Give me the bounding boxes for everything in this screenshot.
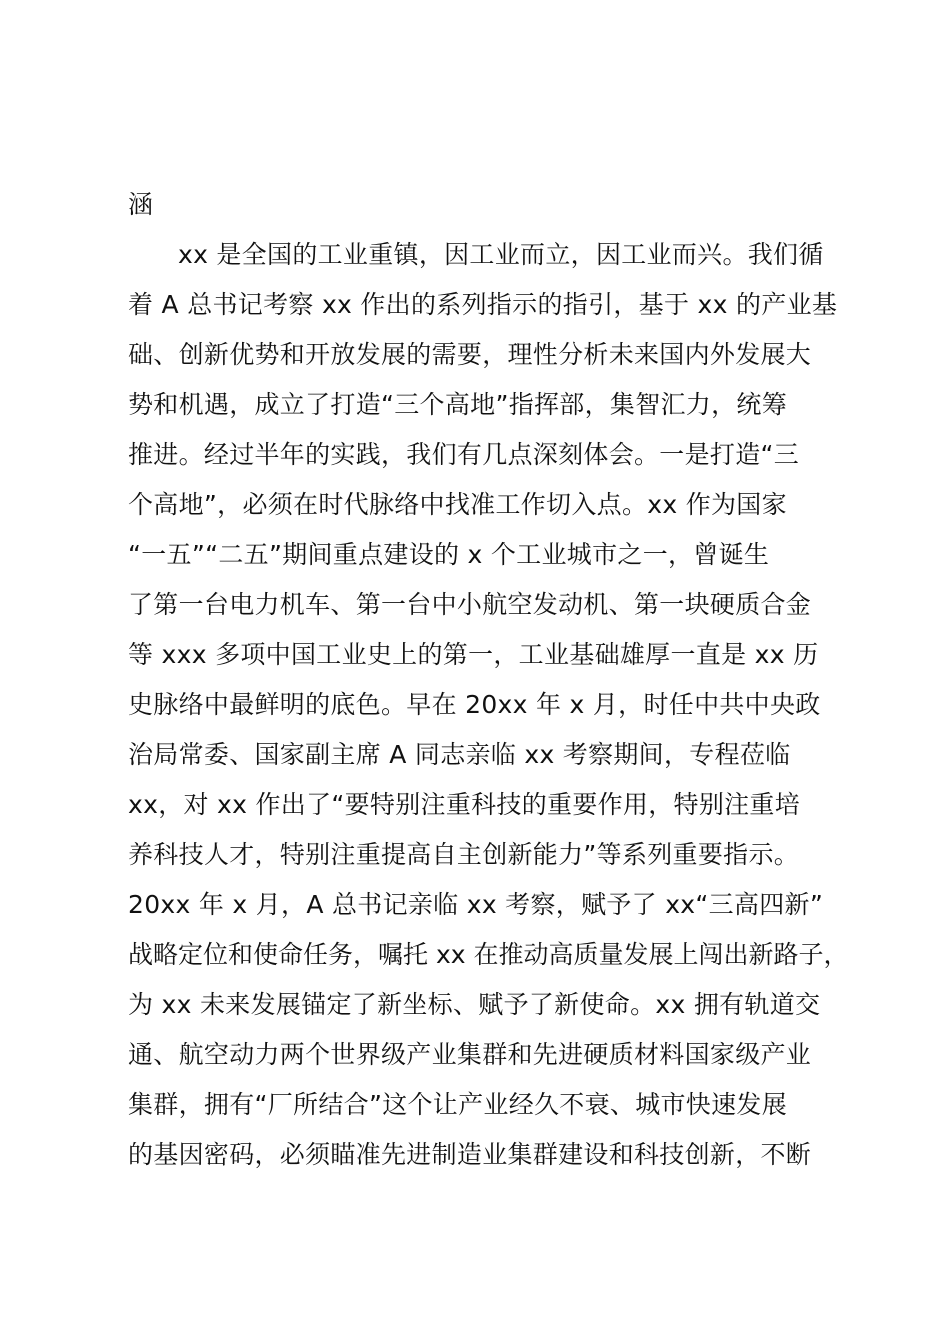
- text-line-7: 个高地”，必须在时代脉络中找准工作切入点。xx 作为国家: [128, 490, 787, 519]
- text-line-11: 史脉络中最鲜明的底色。早在 20xx 年 x 月，时任中共中央政: [128, 690, 821, 719]
- text-line-3: 着 A 总书记考察 xx 作出的系列指示的指引，基于 xx 的产业基: [128, 290, 838, 319]
- text-line-6: 推进。经过半年的实践，我们有几点深刻体会。一是打造“三: [128, 440, 800, 469]
- text-line-12: 治局常委、国家副主席 A 同志亲临 xx 考察期间，专程莅临: [128, 740, 791, 769]
- text-line-18: 通、航空动力两个世界级产业集群和先进硬质材料国家级产业: [128, 1040, 812, 1069]
- text-line-16: 战略定位和使命任务，嘱托 xx 在推动高质量发展上闯出新路子，: [128, 940, 849, 969]
- text-line-8: “一五”“二五”期间重点建设的 x 个工业城市之一，曾诞生: [128, 540, 770, 569]
- text-line-15: 20xx 年 x 月，A 总书记亲临 xx 考察，赋予了 xx“三高四新”: [128, 890, 824, 919]
- text-line-9: 了第一台电力机车、第一台中小航空发动机、第一块硬质合金: [128, 590, 812, 619]
- text-line-10: 等 xxx 多项中国工业史上的第一，工业基础雄厚一直是 xx 历: [128, 640, 819, 669]
- text-line-5: 势和机遇，成立了打造“三个高地”指挥部，集智汇力，统筹: [128, 390, 788, 419]
- text-line-13: xx，对 xx 作出了“要特别注重科技的重要作用，特别注重培: [128, 790, 801, 819]
- text-line-20: 的基因密码，必须瞄准先进制造业集群建设和科技创新，不断: [128, 1140, 812, 1169]
- text-line-1: 涵: [128, 190, 154, 219]
- text-line-14: 养科技人才，特别注重提高自主创新能力”等系列重要指示。: [128, 840, 800, 869]
- paragraph-first-line: xx 是全国的工业重镇，因工业而立，因工业而兴。我们循: [178, 240, 824, 269]
- text-line-17: 为 xx 未来发展锚定了新坐标、赋予了新使命。xx 拥有轨道交: [128, 990, 821, 1019]
- text-line-19: 集群，拥有“厂所结合”这个让产业经久不衰、城市快速发展: [128, 1090, 788, 1119]
- text-line-4: 础、创新优势和开放发展的需要，理性分析未来国内外发展大: [128, 340, 812, 369]
